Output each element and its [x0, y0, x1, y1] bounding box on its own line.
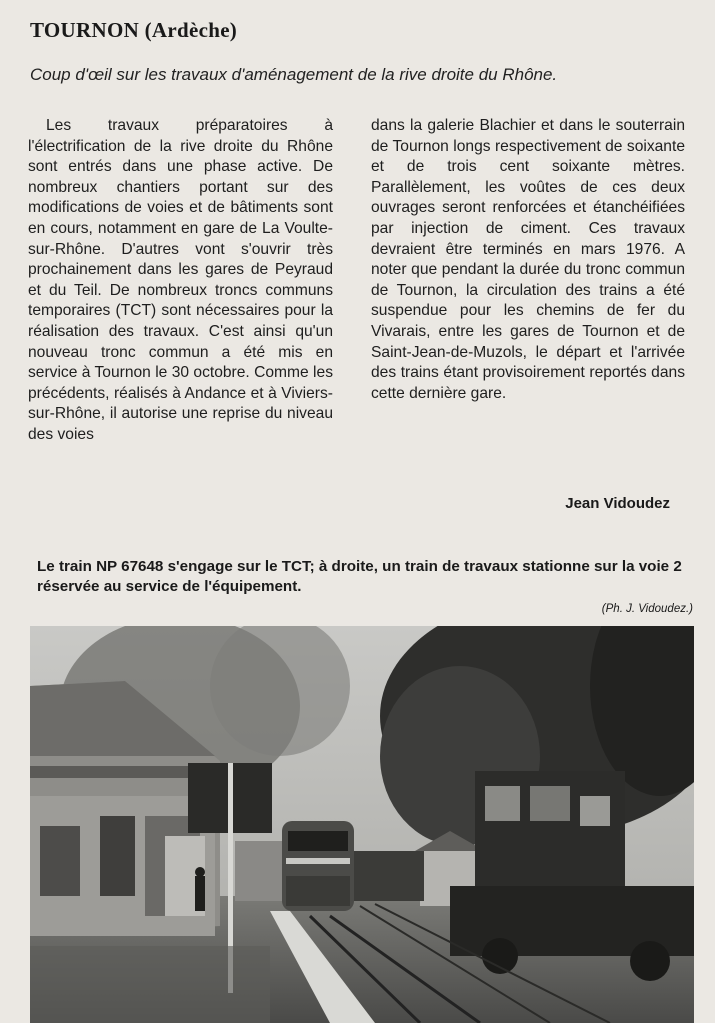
photo-credit: (Ph. J. Vidoudez.) — [601, 603, 693, 615]
article-subtitle: Coup d'œil sur les travaux d'aménagement de la rive droite du Rhône. — [30, 65, 558, 84]
article-column-left: Les travaux préparatoires à l'électrification de la rive droite du Rhône sont entrés dans une phase active. De nombreux chantiers portant sur des modifications de voies et de bâtiments sont en cours, notamment en gare de La Voulte-sur-Rhône. D'autres vont s'ouvrir très prochainement dans les gares de Peyraud et du Teil. De nombreux troncs communs temporaires (TCT) sont nécessaires pour la réalisation des travaux. C'est ainsi qu'un nouveau tronc commun a été mis en service à Tournon le 30 octobre. Comme les précédents, réalisés à Andance et à Viviers-sur-Rhône, il autorise une reprise du niveau des voies — [28, 117, 333, 443]
railway-station-photo — [30, 626, 694, 1023]
author-signature: Jean Vidoudez — [565, 495, 670, 512]
article-title: TOURNON (Ardèche) — [30, 18, 238, 42]
article-column-right: dans la galerie Blachier et dans le souterrain de Tournon longs respectivement de soixante et de trois cent soixante mètres. Parallèlement, les voûtes de ces deux ouvrages seront renforcées et étanchéifiées par injection de ciment. Ces travaux devraient être terminés en mars 1976. A noter que pendant la durée du tronc commun de Tournon, la circulation des trains a été suspendue pour les chemins de fer du Vivarais, entre les gares de Tournon et de Saint-Jean-de-Muzols, le départ et l'arrivée des trains étant provisoirement reportés dans cette dernière gare. — [371, 117, 685, 402]
photo-caption: Le train NP 67648 s'engage sur le TCT; à droite, un train de travaux stationne sur la voie 2 réservée au service de l'équipement. — [37, 558, 682, 595]
